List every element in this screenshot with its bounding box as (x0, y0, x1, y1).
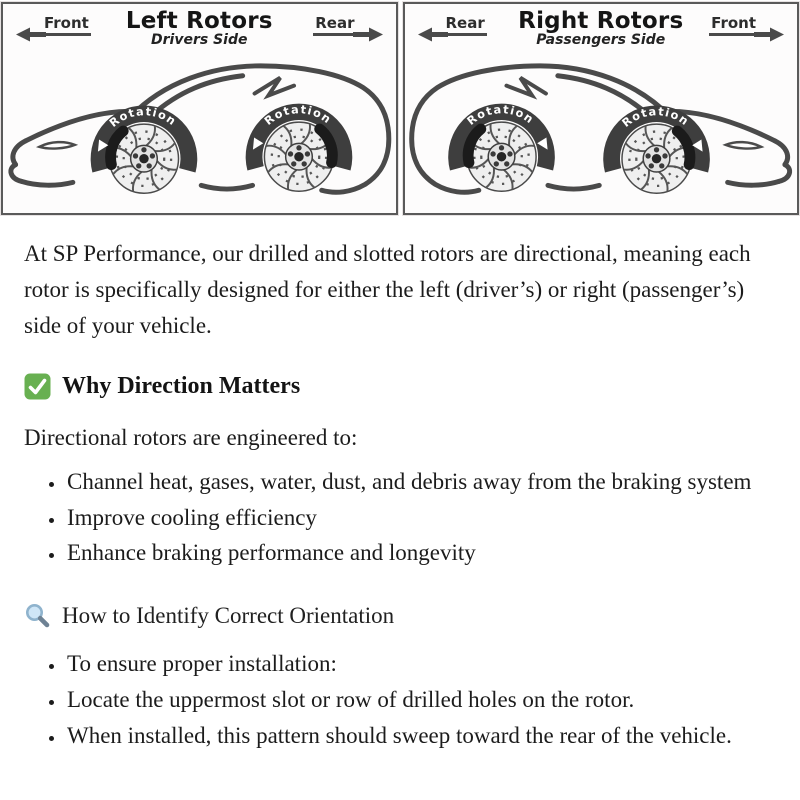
direction-label-text: Front (709, 14, 758, 36)
panel-title: Left Rotors (125, 8, 273, 34)
arrow-right-icon (353, 27, 383, 42)
right-rotors-panel (403, 2, 800, 215)
left-panel-header (3, 4, 396, 54)
why-direction-matters-heading (24, 373, 770, 400)
heading-text: How to Identify Correct Orientation (62, 602, 395, 628)
front-direction-label (709, 14, 784, 36)
rotation-label: Rotation (106, 104, 180, 130)
how-to-identify-heading (24, 602, 770, 629)
rotation-label: Rotation (463, 102, 537, 128)
why-bullet-list (24, 464, 770, 572)
car-illustration-right (405, 56, 798, 212)
direction-label-text: Front (42, 14, 91, 36)
left-rotors-panel (1, 2, 398, 215)
intro-paragraph: At SP Performance, our drilled and slotted rotors are directional, meaning each rotor is specifically designed for either the left (driver’s) or right (passenger’s) side of your vehicle. (24, 241, 751, 338)
how-bullet-list (24, 646, 770, 754)
rotor-direction-diagram (0, 0, 800, 215)
list-item: • Improve cooling efficiency (66, 500, 770, 536)
rotation-label: Rotation (618, 104, 692, 130)
magnifying-glass-icon (24, 602, 51, 629)
direction-label-text: Rear (313, 14, 356, 36)
check-mark-icon (24, 373, 51, 400)
panel-subtitle: Passengers Side (536, 32, 666, 49)
why-lead-text: Directional rotors are engineered to: (24, 424, 358, 450)
direction-label-text: Rear (444, 14, 487, 36)
list-item: • When installed, this pattern should sweep toward the rear of the vehicle. (66, 718, 770, 754)
article-body (0, 215, 800, 780)
list-item: • Channel heat, gases, water, dust, and debris away from the braking system (66, 464, 770, 500)
arrow-right-icon (754, 27, 784, 42)
panel-subtitle: Drivers Side (151, 32, 248, 49)
list-item: • Enhance braking performance and longevity (66, 535, 770, 571)
panel-title: Right Rotors (518, 8, 684, 34)
heading-text: Why Direction Matters (62, 372, 301, 399)
car-illustration-left (3, 56, 396, 212)
list-item: • Locate the uppermost slot or row of drilled holes on the rotor. (66, 682, 770, 718)
list-item: • To ensure proper installation: (66, 646, 770, 682)
right-panel-header (405, 4, 798, 54)
rotation-label: Rotation (261, 102, 335, 128)
rear-direction-label (313, 14, 382, 36)
